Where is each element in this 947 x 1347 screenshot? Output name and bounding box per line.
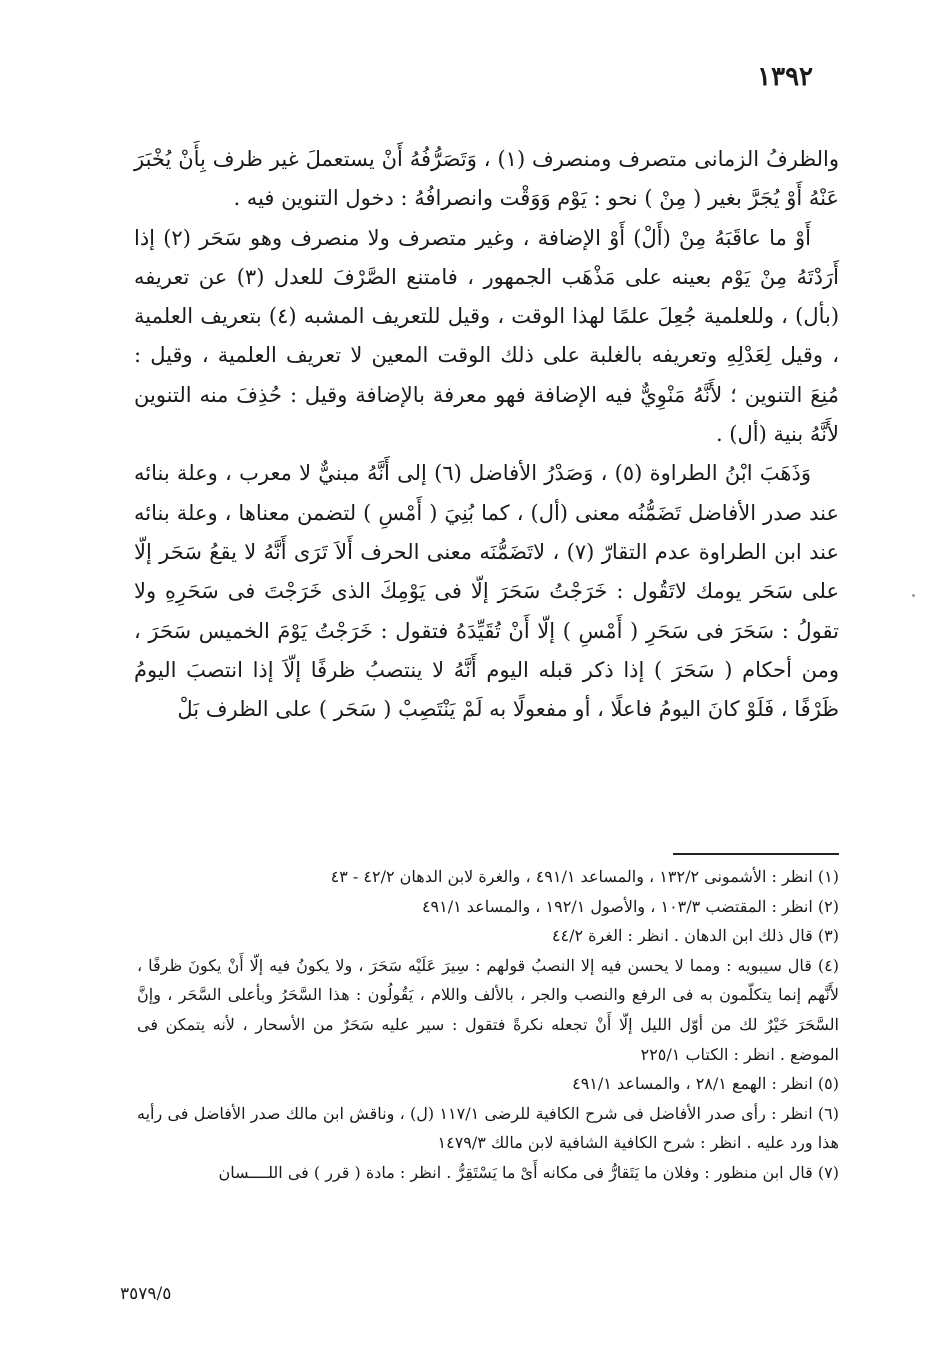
paragraph: والظرفُ الزمانى متصرف ومنصرف (١) ، وَتَصَرُّفُهُ أَنْ يستعملَ غير ظرف بِأَنْ يُخْبَرَ عَنْهُ أَوْ يُجَرَّ بغير ( مِنْ ) نحو : يَوْم وَوَقْت وانصرافُهُ : دخول التنوين فيه . — [134, 147, 839, 211]
footnotes — [137, 862, 839, 1188]
page-number: ١٣٩٢ — [757, 62, 813, 92]
footnote: (١) انظر : الأشمونى ١٣٢/٢ ، والمساعد ٤٩١/١ ، والغرة لابن الدهان ٤٢/٢ - ٤٣ — [330, 867, 839, 886]
paragraph: وَذَهَبَ ابْنُ الطراوة (٥) ، وَصَدْرُ الأفاضل (٦) إلى أَنَّهُ مبنيٌّ لا معرب ، وعلة بنائه عند صدر الأفاضل تَضَمُّنُه معنى (أل) ، كما بُنِيَ ( أَمْسِ ) لتضمن معناها ، وعلة بنائه عند ابن الطراوة عدم التقارّ (٧) ، لاتَضَمُّنَه معنى الحرف أَلاَ تَرَى أَنَّهُ لا يقعُ سَحَر إلّا على سَحَر يومك لاتَقُول : خَرَجْتُ سَحَرَ إلّا فى يَوْمِكَ الذى خَرَجْتَ فى سَحَرِهِ ولا تقولُ : سَحَرَ فى سَحَرِ ( أَمْسِ ) إلّا أَنْ تُقَيِّدَهُ فتقول : خَرَجْتُ يَوْمَ الخميس سَحَرَ ، ومن أحكام ( سَحَرَ ) إذا ذكر قبله اليوم أَنَّهُ لا ينتصبُ ظرفًا إلّاَ إذا انتصبَ اليومُ ظَرْفًا ، فَلَوْ كانَ اليومُ فاعلًا ، أو مفعولًا به لَمْ يَنْتَصِبْ ( سَحَر ) على الظرف بَلْ — [134, 461, 839, 722]
footnote: (٧) قال ابن منظور : وفلان ما يَتَقارُّ فى مكانه أَىْ ما يَسْتَقِرُّ . انظر : مادة ( قرر ) فى اللــــسان — [218, 1162, 839, 1182]
main-text — [134, 140, 839, 729]
footnote: (٣) قال ذلك ابن الدهان . انظر : الغرة ٤٤/٢ — [551, 926, 839, 946]
footnote: (٥) انظر : الهمع ٢٨/١ ، والمساعد ٤٩١/١ — [572, 1074, 839, 1094]
paragraph: أَوْ ما عاقَبَهُ مِنْ (أَلْ) أَوْ الإضافة ، وغير متصرف ولا منصرف وهو سَحَر (٢) إذا أَرَدْتَهُ مِنْ يَوْم بعينه على مَذْهَب الجمهور ، فامتنع الصَّرْفَ للعدل (٣) عن تعريفه (بأل) ، وللعلمية جُعِلَ علمًا لهذا الوقت ، وقيل للتعريف المشبه (٤) بتعريف العلمية ، وقيل لِعَدْلِهِ وتعريفه بالغلبة على ذلك الوقت المعين لا تعريف العلمية ، وقيل : مُنِعَ التنوين ؛ لأَنَّهُ مَنْوِيٌّ فيه الإضافة فهو معرفة بالإضافة وقيل : حُذِفَ منه التنوين لأَنَّهُ بنية (أل) . — [134, 225, 840, 447]
footnote: (٢) انظر : المقتضب ١٠٣/٣ ، والأصول ١٩٢/١ ، والمساعد ٤٩١/١ — [421, 896, 839, 916]
footnote: (٦) انظر : رأى صدر الأفاضل فى شرح الكافية للرضى ١١٧/١ (ل) ، وناقش ابن مالك صدر الأفاضل فى رأيه هذا ورد عليه . انظر : شرح الكافية الشافية لابن مالك ١٤٧٩/٣ — [137, 1103, 839, 1153]
footnote: (٤) قال سيبويه : ومما لا يحسن فيه إلا النصبُ قولهم : سِيرَ عَلَيْه سَحَرَ ، ولا يكونُ فيه إلّا أَنْ يكونَ ظرفًا ، لأَنَّهم إنما يتكلّمون به فى الرفع والنصب والجر ، بالألف واللام ، يَقُولُون : هذا السَّحَرُ وبأعلى السَّحَر ، وإنَّ السَّحَرَ خَيْرٌ لك من أوّل الليل إلّا أَنْ تجعله نكرةً فتقول : سير عليه سَحَرٌ من الأسحار ، لأنه يتمكن فى الموضع . انظر : الكتاب ٢٢٥/١ — [137, 955, 840, 1064]
scan-speck — [912, 594, 915, 597]
footnote-separator — [673, 853, 839, 855]
page-reference: ٣٥٧٩/٥ — [120, 1284, 172, 1304]
